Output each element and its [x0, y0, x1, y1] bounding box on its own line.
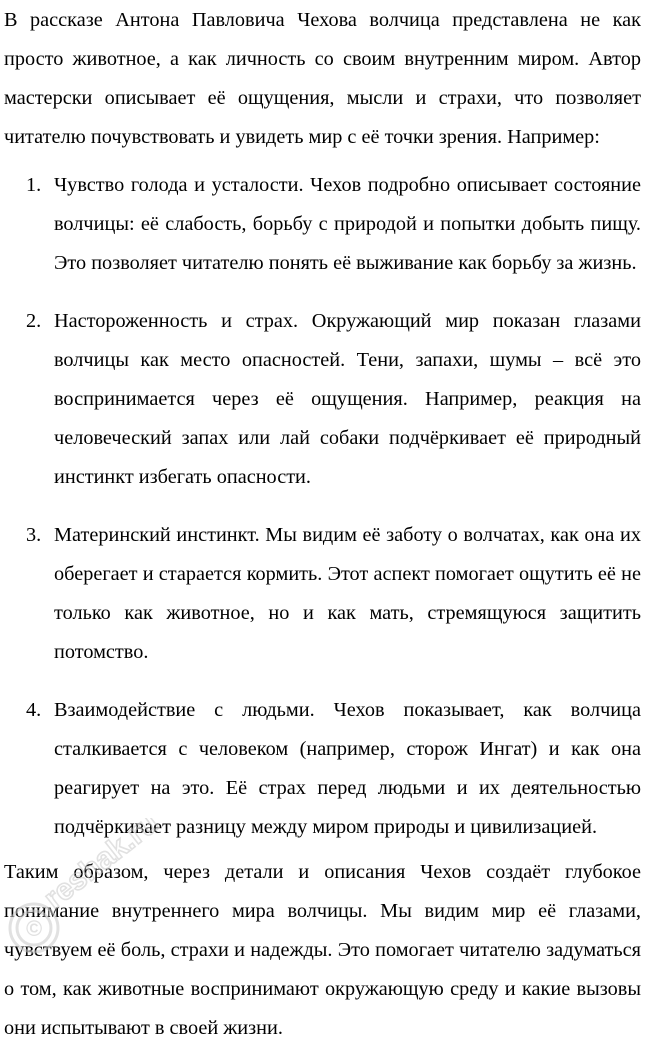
list-item — [4, 302, 641, 497]
list-item-text: Взаимодействие с людьми. Чехов показывает, как волчица сталкивается с человеком (например, сторож Ингат) и как она реагирует на это. Её страх перед людьми и их деятельностью подчёркивает разницу между миром природы и цивилизацией. — [54, 699, 641, 838]
list-item-number: 4. — [26, 699, 42, 721]
list-item — [4, 691, 641, 847]
list-item-number: 2. — [26, 310, 42, 332]
svg-text:©: © — [26, 916, 43, 941]
numbered-list — [4, 166, 641, 847]
list-item-text: Чувство голода и усталости. Чехов подробно описывает состояние волчицы: её слабость, борьбу с природой и попытки добыть пищу. Это позволяет читателю понять её выживание как борьбу за жизнь. — [54, 174, 641, 274]
list-item — [4, 166, 641, 283]
list-item-text: Материнский инстинкт. Мы видим её заботу о волчатах, как она их оберегает и старается кормить. Этот аспект помогает ощутить её не только как животное, но и как мать, стремящуюся защитить потомство. — [54, 524, 641, 663]
conclusion-paragraph: Таким образом, через детали и описания Чехов создаёт глубокое понимание внутреннего мира волчицы. Мы видим мир её глазами, чувствуем её боль, страхи и надежды. Это помогает читателю задуматься о том, как животные воспринимают окружающую среду и какие вызовы они испытывают в своей жизни. — [4, 861, 641, 1039]
list-item-text: Настороженность и страх. Окружающий мир показан глазами волчицы как место опасностей. Тени, запахи, шумы – всё это воспринимается через её ощущения. Например, реакция на человеческий запах или лай собаки подчёркивает её природный инстинкт избегать опасности. — [54, 310, 641, 488]
list-item — [4, 516, 641, 672]
intro-paragraph: В рассказе Антона Павловича Чехова волчица представлена не как просто животное, а как личность со своим внутренним миром. Автор мастерски описывает её ощущения, мысли и страхи, что позволяет читателю почувствовать и увидеть мир с её точки зрения. Например: — [4, 9, 641, 148]
list-item-number: 1. — [26, 174, 42, 196]
list-item-number: 3. — [26, 524, 42, 546]
watermark-text: reshak.ru — [37, 818, 165, 916]
